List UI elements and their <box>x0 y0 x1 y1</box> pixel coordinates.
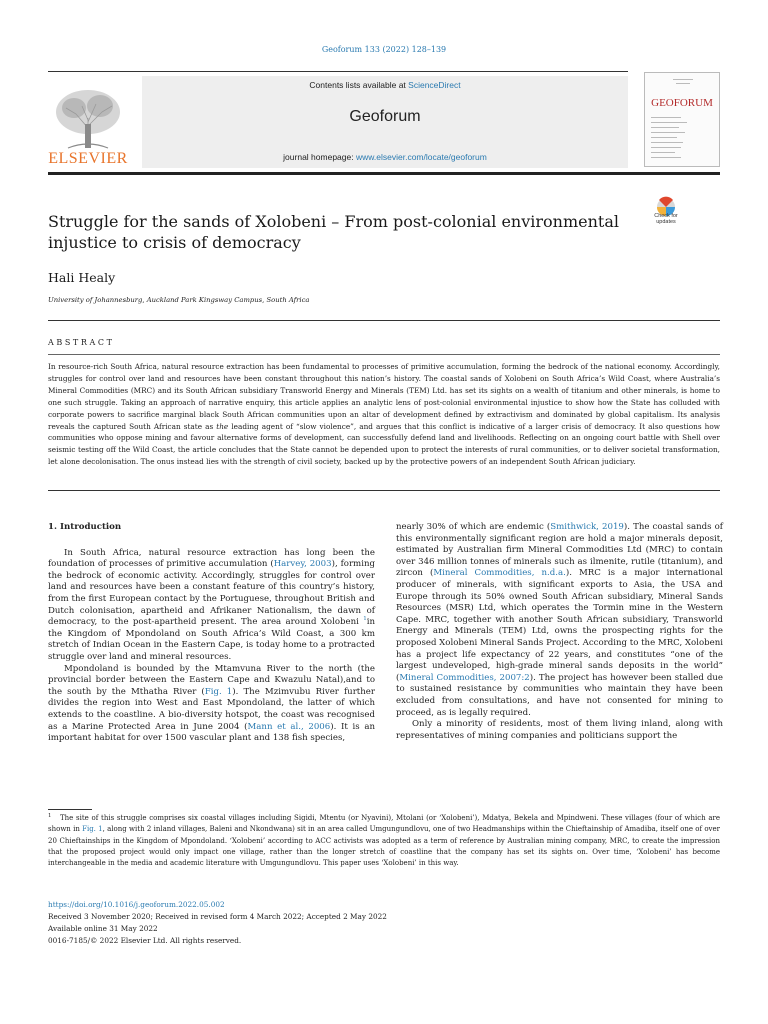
footnote-rule <box>48 809 92 810</box>
footnote: $^1$ The site of this struggle comprises six coastal villages including Sigidi, Mtentu (or Nyavini), Mtolani (or ‘Xolobeni’), Mdatya, Bekela and Mpindweni. These villages (four of which are shown in Fig. 1, along with 2 inland villages, Baleni and Nkondwana) sit in an area called Umgungundlovu, one of two Headmanships within the Chieftainship of Amadiba, itself one of over 20 Chieftainships in the Kingdom of Mpondoland. ‘Xolobeni’ according to ACC activists was adopted as a term of reference by Australian mining company, MRC, to create the impression that the proposed project would only impact one village, rather than the longer stretch of coastline that the company has set its sights on. Over time, ‘Xolobeni’ has become interchangeable in the media and academic literature with Umgungundlovu. This paper uses ‘Xolobeni’ in this way. <box>48 812 720 868</box>
contents-line <box>142 80 628 90</box>
right-column <box>396 522 723 742</box>
paragraph <box>48 548 375 664</box>
citation-link[interactable]: Mineral Commodities, n.d.a. <box>433 568 566 579</box>
journal-name: Geoforum <box>349 108 421 125</box>
check-label-line2: updates <box>656 219 676 225</box>
homepage-prefix: journal homepage: <box>283 152 356 162</box>
cover-line <box>651 127 679 128</box>
text-run: nearly 30% of which are endemic ( <box>396 522 551 532</box>
footnote-text: The site of this struggle comprises six coastal villages including Sigidi, Mtentu (or Nyavini), Mtolani (or ‘Xolobeni’), Mdatya, Bekela and Mpindweni. These villages (four of which are shown in <box>48 814 720 834</box>
abstract-heading: ABSTRACT <box>48 338 115 347</box>
check-label-line1: Check for <box>654 213 678 219</box>
text-run: Mpondoland is bounded by the Mtamvuna River to the north (the provincial border between the Eastern Cape and Kwazulu Natal),and to the south by the Mthatha River ( <box>48 663 375 697</box>
publisher-wordmark[interactable]: ELSEVIER <box>48 150 128 167</box>
header-divider <box>48 320 720 321</box>
figure-link[interactable]: Fig. 1 <box>82 825 103 834</box>
figure-link[interactable]: Fig. 1 <box>204 686 233 697</box>
paragraph: Only a minority of residents, most of them living inland, along with representatives of mining companies and politicians support the <box>396 719 723 741</box>
contents-prefix: Contents lists available at <box>309 80 409 90</box>
cover-line <box>673 79 693 80</box>
homepage-link[interactable]: www.elsevier.com/locate/geoforum <box>355 152 487 162</box>
text-run: ). The Mzimvubu River further divides the region into West and East Mpondoland, the latter of which extends to the coastline. A bio-diversity hotspot, the coast was recognised as a Marine Protected Area in June 2004 ( <box>48 686 375 732</box>
text-run: ). It is an important habitat for over 1500 vascular plant and 138 fish species, <box>48 721 376 744</box>
section-heading-introduction: 1. Introduction <box>48 522 122 532</box>
cover-line <box>651 157 681 158</box>
cover-line <box>651 132 685 133</box>
paragraph <box>396 522 723 719</box>
cover-line <box>676 83 690 84</box>
cover-line <box>651 137 677 138</box>
abstract-part1: In resource-rich South Africa, natural resource extraction has been fundamental to processes of primitive accumulation, forming the bedrock of the national economy. Accordingly, struggles for control over land and resources have been constant throughout this nation’s history. The coastal sands of Xolobeni on South Africa’s Wild Coast, where Australia’s Mineral Commodities (MRC) and its South African subsidiary Transworld Energy and Minerals (TEM) Ltd. has set its sights on a wealth of titanium and other minerals, is home to one such struggle. Taking an approach of narrative enquiry, this article applies an analytic lens of post-colonial environmental injustice to show how the State has colluded with corporate powers to sacrifice marginal black South African communities upon an altar of development defined by extractivism and dominated by global capitalism. Its analysis reveals the captured South African state as <box>48 362 720 431</box>
abstract-part2: leading agent of “slow violence”, and argues that this conflict is indicative of a larger crisis of democracy. It also questions how communities who oppose mining and favour alternative forms of development, can successfully defend land and livelihoods. Reflecting on an ongoing court battle with Shell over seismic testing off the Wild Coast, the article concludes that the State cannot be depended upon to protect the interests of rural communities, or to deliver societal transformation, let alone decolonisation. The onus instead lies with the strength of civil society, backed up by the protective powers of an independent South African judiciary. <box>48 421 720 467</box>
cover-line <box>651 122 687 123</box>
abstract-text <box>48 361 720 468</box>
received-dates: Received 3 November 2020; Received in revised form 4 March 2022; Accepted 2 May 2022 <box>48 912 387 921</box>
cover-line <box>651 142 683 143</box>
text-run: ). The coastal sands of this environmentally significant region are hold a major minerals deposit, estimated by Australian firm Mineral Commodities Ltd (MRC) to contain over 346 million tonnes of minerals such as ilmenite, rutile (titanium), and zircon ( <box>396 522 723 579</box>
citation-link[interactable]: Mineral Commodities, 2007:2 <box>399 672 530 683</box>
copyright-line: 0016-7185/© 2022 Elsevier Ltd. All rights reserved. <box>48 936 242 945</box>
abstract-divider <box>48 354 720 355</box>
text-run: In South Africa, natural resource extraction has long been the foundation of processes of primitive accumulation ( <box>48 547 375 570</box>
homepage-line <box>142 152 628 162</box>
citation-link[interactable]: Smithwick, 2019 <box>550 522 624 532</box>
abstract-end-divider <box>48 490 720 491</box>
journal-reference[interactable]: Geoforum 133 (2022) 128–139 <box>321 45 447 54</box>
journal-cover-thumbnail[interactable] <box>644 72 720 167</box>
author-name[interactable]: Hali Healy <box>48 270 116 285</box>
citation-link[interactable]: Mann et al., 2006 <box>247 721 331 732</box>
text-run: ). The project has however been stalled due to sustained resistance by communities who maintain they have been excluded from consultations, and have not consented for mining to proceed, as is legally required. <box>396 672 724 718</box>
text-run: in the Kingdom of Mpondoland on South Africa’s Wild Coast, a 300 km stretch of Indian Ocean in the Eastern Cape, is today home to a protracted struggle over land and mineral resources. <box>48 617 375 662</box>
text-run: ), forming the bedrock of economic activity. Accordingly, struggles for control over land and resources have been a constant feature of this country’s history, from the first European contact by the Portuguese, throughout British and Dutch colonisation, apartheid and Afrikaner Nationalism, the dawn of democracy, to the post-apartheid present. The area around Xolobeni <box>48 559 375 628</box>
masthead-bottom-rule <box>48 172 720 175</box>
masthead-top-rule <box>48 71 628 72</box>
available-online: Available online 31 May 2022 <box>48 924 158 933</box>
cover-line <box>651 147 681 148</box>
footnote-text: , along with 2 inland villages, Baleni and Nkondwana) sit in an area called Umgungundlovu, one of two Headmanships within the Chieftainship of Amadiba, itself one of over 20 Chieftainships in the Kingdom of Mpondoland. ‘Xolobeni’ according to ACC activists was adopted as a term of reference by Australian mining company, MRC, to create the impression that the proposed project would only impact one village, rather than the longer stretch of coastline that the company has set its sights on. Over time, ‘Xolobeni’ has become interchangeable in the media and academic literature with Umgungundlovu. This paper uses ‘Xolobeni’ in this way. <box>48 825 720 868</box>
left-column <box>48 522 375 745</box>
author-affiliation: University of Johannesburg, Auckland Park Kingsway Campus, South Africa <box>48 296 310 304</box>
text-run: ). MRC is a major international producer of minerals, with significant exports to Asia, the USA and Europe through its 50% owned South African subsidiary, Mineral Sands Resources (MSR) Ltd, which operates the Tormin mine in the Western Cape. MRC, together with another South African subsidiary, Transworld Energy and Minerals (TEM) Ltd, owns the prospecting rights for the proposed Xolobeni Mineral Sands Project. According to the MRC, Xolobeni has a project life expectancy of 22 years, and constitutes “one of the largest undeveloped, high-grade mineral sands deposits in the world” ( <box>396 568 723 683</box>
article-title: Struggle for the sands of Xolobeni – From post-colonial environmental injustice to crisis of democracy <box>48 212 620 252</box>
footnote-marker[interactable]: 1 <box>363 616 367 623</box>
cover-title: GEOFORUM <box>651 97 713 109</box>
abstract-italic: the <box>216 421 229 431</box>
cover-line <box>651 117 681 118</box>
doi-link[interactable]: https://doi.org/10.1016/j.geoforum.2022.05.002 <box>48 900 225 909</box>
cover-line <box>651 152 675 153</box>
citation-link[interactable]: Harvey, 2003 <box>273 559 332 570</box>
paragraph <box>48 664 375 745</box>
check-for-updates-label[interactable] <box>646 213 686 225</box>
sciencedirect-link[interactable]: ScienceDirect <box>408 80 461 90</box>
